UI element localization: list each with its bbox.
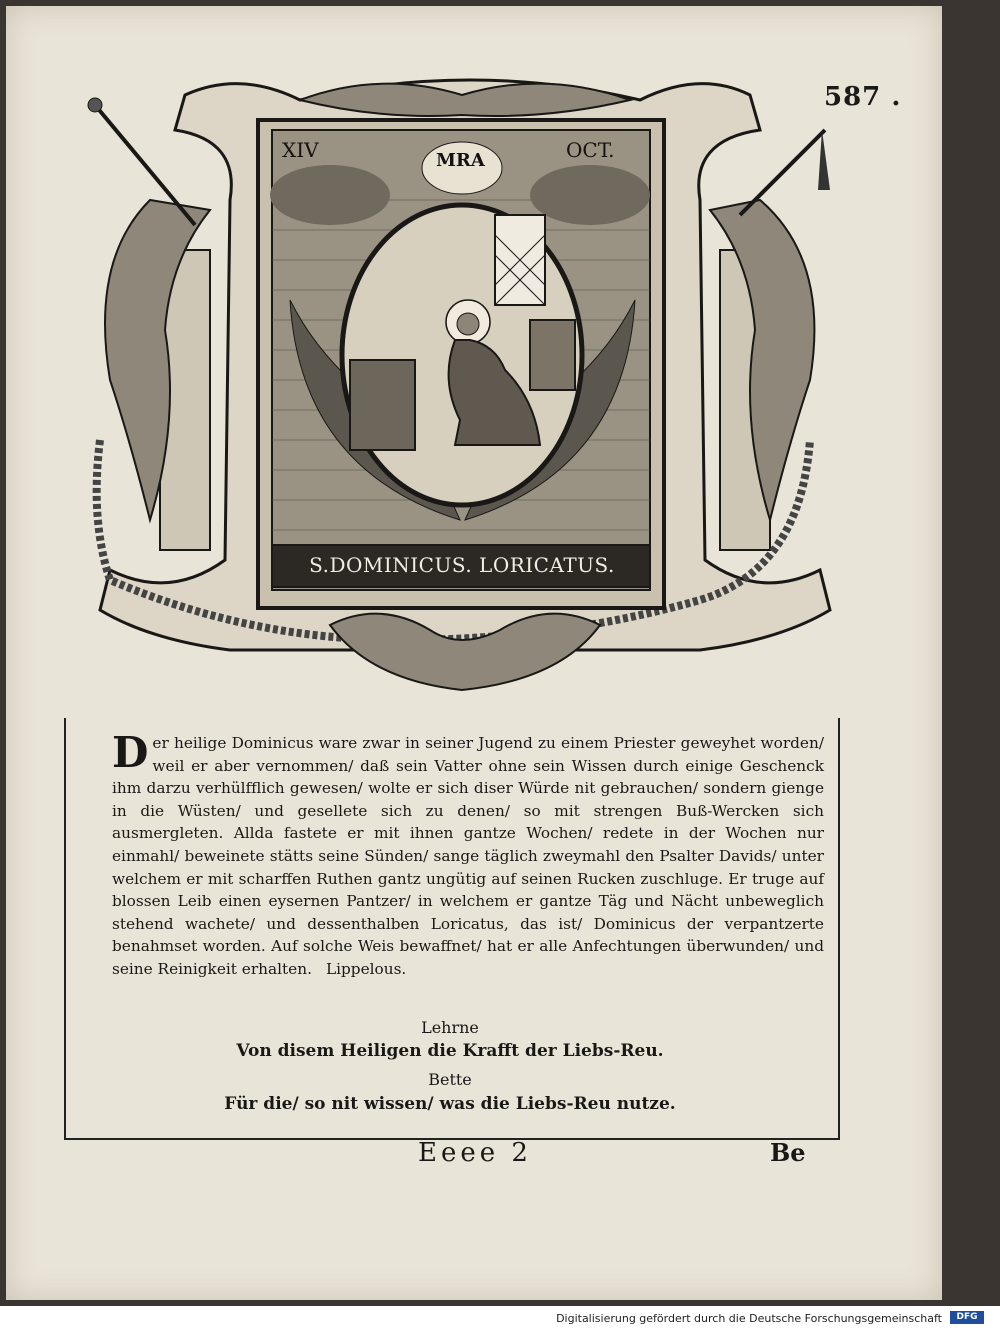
cloud-right (530, 165, 650, 225)
lehrne-line: Von disem Heiligen die Krafft der Liebs-Reu. (236, 1041, 664, 1061)
engraving-caption: S.DOMINICUS. LORICATUS. (309, 553, 615, 577)
drop-cap: D (112, 728, 149, 777)
lehrne-label: Lehrne (421, 1018, 479, 1037)
bette-label: Bette (428, 1070, 472, 1089)
catchword: Be (770, 1138, 806, 1167)
date-day: XIV (282, 138, 319, 162)
source-citation: Lippelous. (325, 959, 407, 978)
funding-credit: Digitalisierung gefördert durch die Deutsche Forschungsgemeinschaft (556, 1312, 942, 1325)
staff-right (740, 130, 825, 215)
signature-mark: Eeee 2 (418, 1138, 532, 1168)
bette-line: Für die/ so nit wissen/ was die Liebs-Reu nutze. (224, 1094, 676, 1114)
dfg-logo: DFG (950, 1311, 984, 1324)
saint-head (457, 313, 479, 335)
page-number: 587 . (824, 82, 902, 112)
cloud-left (270, 165, 390, 225)
lectern (530, 320, 575, 390)
biography-body: er heilige Dominicus ware zwar in seiner Jugend zu einem Priester geweyhet worden/ weil er aber vernommen/ daß sein Vatter ohne sein Wissen durch einige Geschenck ihm darzu verhülfflich gewesen/ wolte er sich diser Würde nit gebrauchen/ sondern gienge in die Wüsten/ und gesellete sich zu denen/ so mit strengen Buß-Wercken sich ausmergleten. Allda fastete er mit ihnen gantze Wochen/ redete in der Wochen nur einmahl/ beweinete stätts seine Sünden/ sange täglich zweymahl den Psalter Davids/ unter welchem er mit scharffen Ruthen gantz ungütig auf seinen Rucken zuschluge. Er truge auf blossen Leib einen eysernen Pantzer/ in welchem er gantze Täg und Nächt unbeweglich stehend wachete/ und dessenthalben Loricatus, das ist/ Dominicus der verpantzerte benahmset worden. Auf solche Weis bewaffnet/ hat er alle Anfechtungen überwunden/ und seine Reinigkeit erhalten. (112, 734, 824, 978)
marian-monogram: MRA (436, 150, 485, 171)
chest (350, 360, 415, 450)
biography-text (112, 728, 824, 981)
date-month: OCT. (566, 138, 615, 162)
